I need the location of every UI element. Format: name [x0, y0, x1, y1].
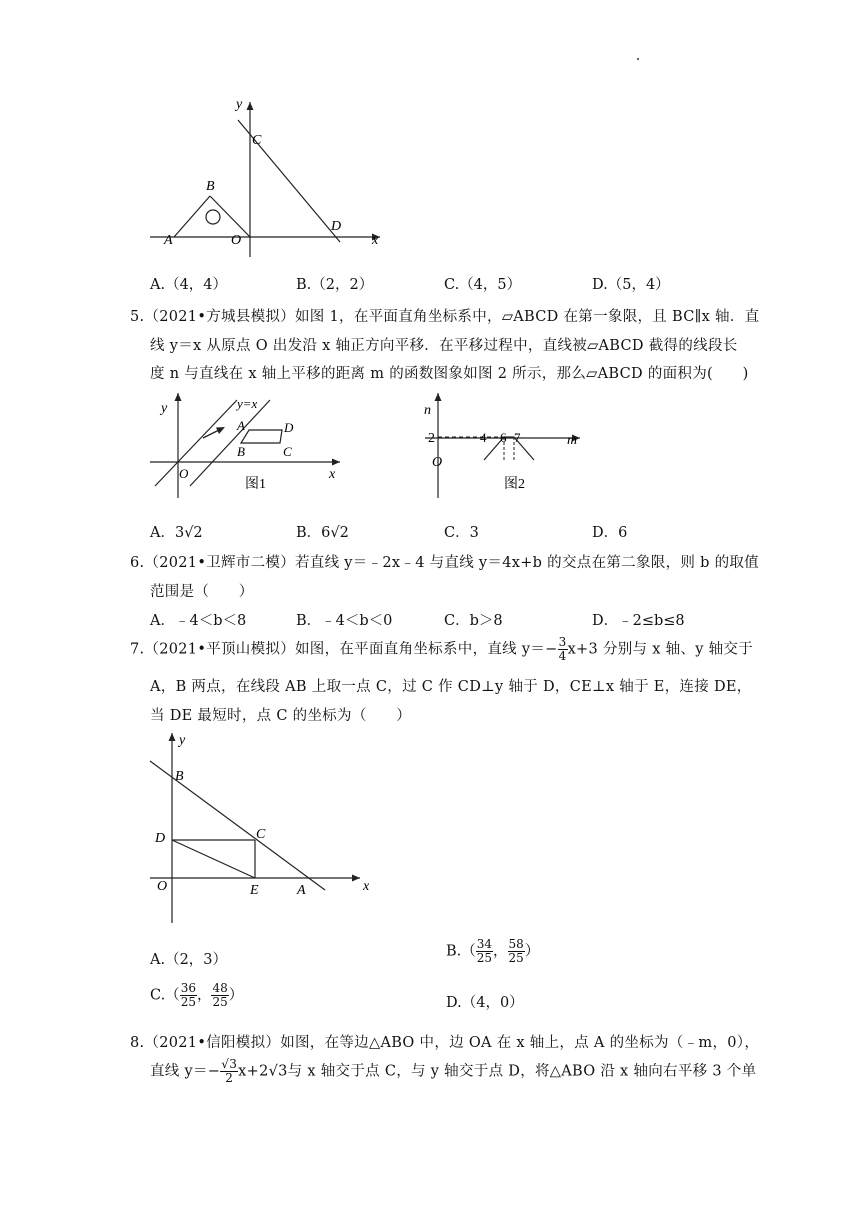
q4-option-c[interactable]: C.（4，5）: [444, 277, 522, 293]
segment-bo: [210, 196, 250, 237]
svg-text:A: A: [237, 418, 245, 433]
parallelogram-abcd: [241, 430, 282, 443]
segment-de: [172, 840, 255, 878]
svg-text:O: O: [179, 466, 189, 481]
page-mark: [637, 58, 639, 60]
q6-line-1: 6.（2021•卫辉市二模）若直线 y＝﹣2x﹣4 与直线 y＝4x+b 的交点在第二象限，则 b 的取值: [130, 555, 759, 571]
q7-option-d[interactable]: D.（4，0）: [446, 995, 524, 1011]
svg-text:y: y: [179, 733, 186, 748]
q5-option-b[interactable]: B．6√2: [296, 525, 349, 541]
q7-option-b[interactable]: B.（ $\frac{34}{25}$ ， $\frac{58}{25}$ ）: [446, 937, 540, 965]
label-o: O: [231, 233, 242, 248]
q7-figure: [145, 728, 385, 928]
q5-line-1: 5.（2021•方城县模拟）如图 1，在平面直角坐标系中，▱ABCD 在第一象限，且 BC∥x 轴．直: [130, 309, 760, 325]
svg-text:C: C: [256, 827, 266, 842]
svg-text:x: x: [329, 467, 336, 482]
q6-option-d[interactable]: D．﹣2≤b≤8: [592, 613, 685, 629]
svg-text:D: D: [284, 420, 294, 435]
q7-option-a[interactable]: A.（2，3）: [150, 952, 228, 968]
q6-option-b[interactable]: B．﹣4＜b＜0: [296, 613, 393, 629]
q5-figure-2: [420, 388, 590, 498]
svg-text:y: y: [161, 401, 168, 416]
q7-option-c[interactable]: C.（ $\frac{36}{25}$ ， $\frac{48}{25}$ ）: [150, 981, 244, 1009]
svg-text:图2: 图2: [504, 477, 525, 492]
svg-text:A: A: [297, 883, 306, 898]
q6-option-c[interactable]: C．b＞8: [444, 613, 503, 629]
q8-line-2: 直线 y＝− $\frac{√3}{2}$ x+2√3与 x 轴交于点 C，与 y 轴交于点 D，将△ABO 沿 x 轴向右平移 3 个单: [150, 1057, 757, 1085]
label-y: y: [236, 97, 243, 112]
segment-ab: [174, 196, 210, 237]
q5-figure-1: [145, 388, 345, 498]
label-c: C: [252, 133, 262, 148]
q5-option-a[interactable]: A．3√2: [150, 525, 203, 541]
q7-fraction: $\frac{3}{4}$: [558, 635, 567, 663]
svg-text:B: B: [175, 769, 184, 784]
svg-text:n: n: [424, 403, 431, 418]
q5-line-2: 线 y＝x 从原点 O 出发沿 x 轴正方向平移．在平移过程中，直线被▱ABCD 截得的线段长: [150, 338, 738, 354]
label-d: D: [331, 219, 342, 234]
q7-line-2: A，B 两点，在线段 AB 上取一点 C，过 C 作 CD⊥y 轴于 D，CE⊥x 轴于 E，连接 DE，: [150, 679, 752, 695]
svg-text:7: 7: [514, 430, 521, 445]
q4-option-b[interactable]: B.（2，2）: [296, 277, 374, 293]
q8-fraction: $\frac{√3}{2}$: [221, 1057, 238, 1085]
q4-option-a[interactable]: A.（4，4）: [150, 277, 228, 293]
y-axis-arrow: [247, 102, 254, 110]
svg-text:图1: 图1: [245, 477, 266, 492]
q6-option-a[interactable]: A．﹣4＜b＜8: [150, 613, 247, 629]
svg-text:x: x: [363, 879, 370, 894]
q4-option-d[interactable]: D.（5，4）: [592, 277, 670, 293]
line-y-eq-x: [155, 400, 237, 486]
svg-text:B: B: [237, 444, 245, 459]
q7-line-1: 7.（2021•平顶山模拟）如图，在平面直角坐标系中，直线 y＝− $\frac{3}{4}$ x+3 分别与 x 轴、y 轴交于: [130, 635, 754, 663]
q6-line-2: 范围是（ ）: [150, 584, 254, 600]
svg-text:y=x: y=x: [237, 396, 258, 411]
q8-line-1: 8.（2021•信阳模拟）如图，在等边△ABO 中，边 OA 在 x 轴上，点 A 的坐标为（﹣m，0），: [130, 1035, 760, 1051]
q5-option-c[interactable]: C．3: [444, 525, 479, 541]
svg-text:6: 6: [500, 430, 507, 445]
label-x: x: [372, 233, 379, 248]
svg-text:O: O: [432, 455, 443, 470]
q7-line-3: 当 DE 最短时，点 C 的坐标为（ ）: [150, 708, 412, 724]
incircle: [206, 210, 220, 224]
svg-text:m: m: [567, 433, 578, 448]
label-a: A: [164, 233, 173, 248]
q5-line-3: 度 n 与直线在 x 轴上平移的距离 m 的函数图象如图 2 所示，那么▱ABCD 的面积为( ): [150, 366, 749, 382]
q5-option-d[interactable]: D．6: [592, 525, 628, 541]
svg-text:4: 4: [480, 430, 487, 445]
q4-figure: [140, 92, 400, 257]
svg-text:D: D: [155, 831, 166, 846]
label-b: B: [206, 179, 215, 194]
svg-text:C: C: [283, 444, 292, 459]
svg-text:O: O: [157, 879, 168, 894]
svg-text:E: E: [250, 883, 259, 898]
svg-text:2: 2: [428, 431, 435, 446]
